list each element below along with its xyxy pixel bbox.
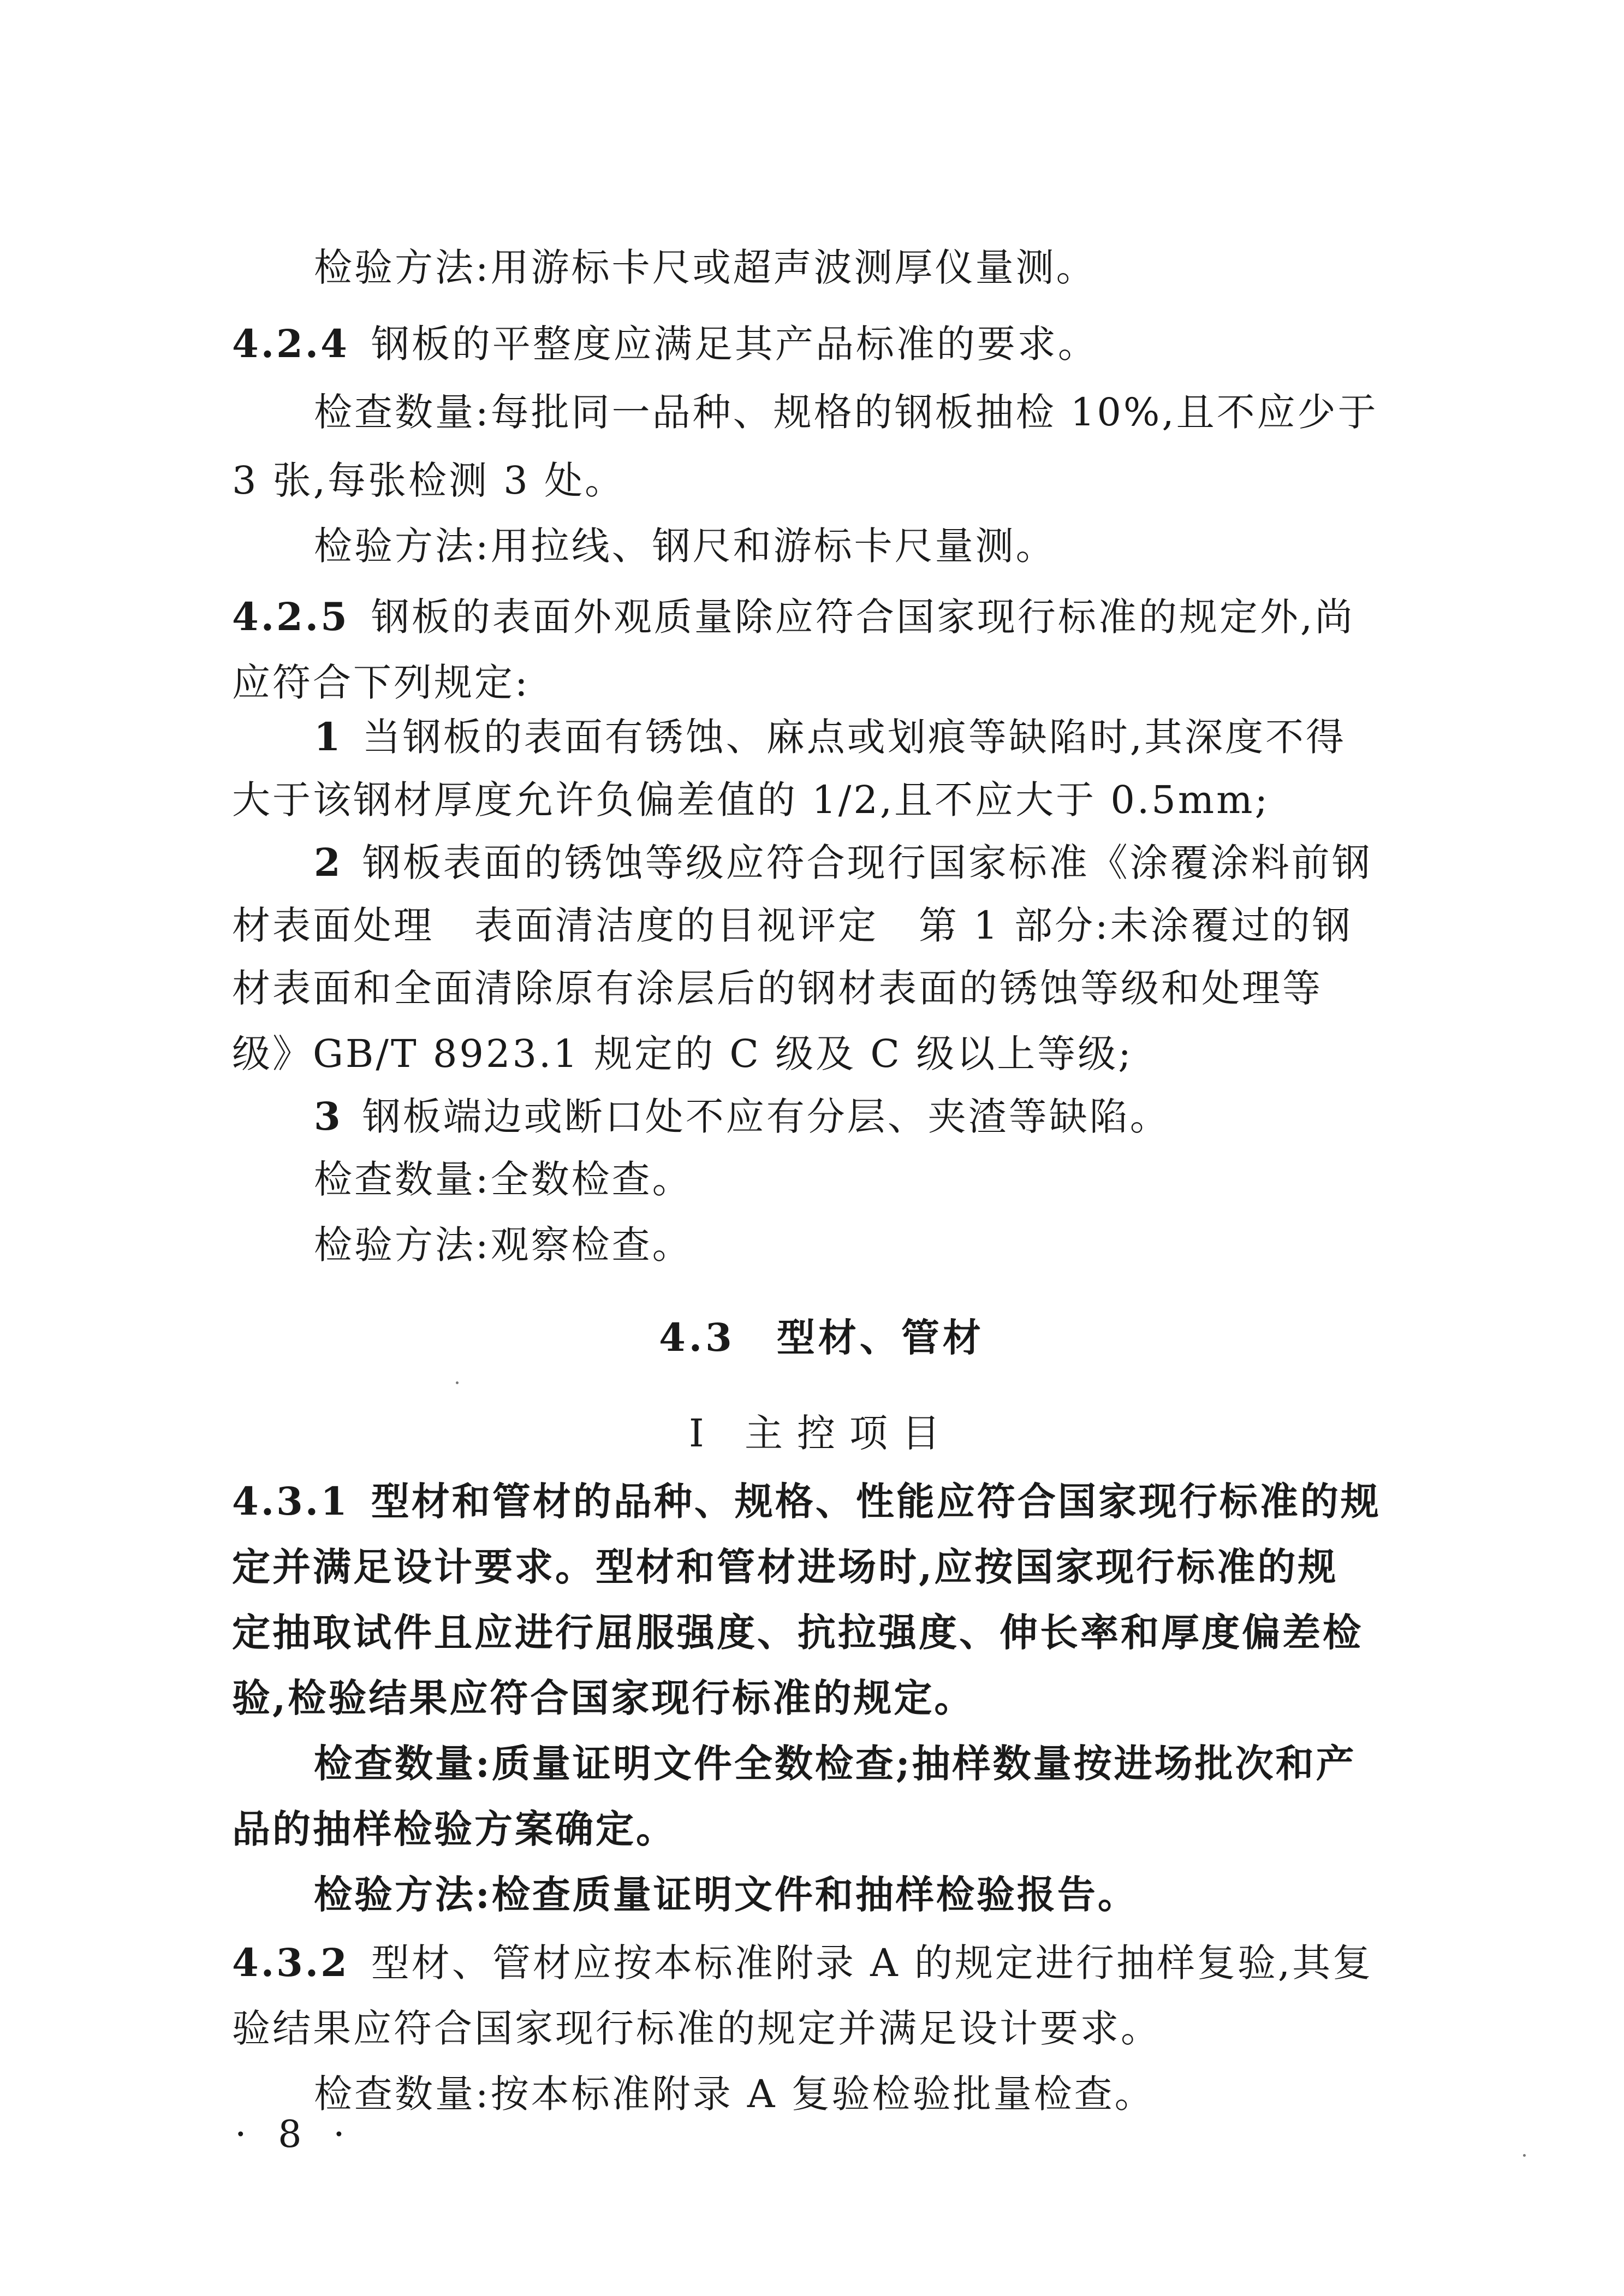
text-line: 大于该钢材厚度允许负偏差值的 1/2,且不应大于 0.5mm; [232, 778, 1270, 822]
clause-number: 4.2.4 [232, 321, 349, 366]
item-number: 1 [314, 714, 343, 760]
text-line: 验结果应符合国家现行标准的规定并满足设计要求。 [232, 2006, 1161, 2051]
text-line: 3 张,每张检测 3 处。 [232, 458, 626, 503]
item-1: 1 当钢板的表面有锈蚀、麻点或划痕等缺陷时,其深度不得 [314, 710, 1411, 764]
text-line: 检验方法:检查质量证明文件和抽样检验报告。 [314, 1872, 1138, 1917]
scan-speck [1523, 2154, 1526, 2157]
text-line: 检查数量:按本标准附录 A 复验检验批量检查。 [314, 2072, 1155, 2116]
section-title: 4.3 型材、管材 [659, 1315, 984, 1360]
text-line: 定并满足设计要求。型材和管材进场时,应按国家现行标准的规 [232, 1544, 1339, 1589]
text-line: 检验方法:观察检查。 [314, 1223, 693, 1267]
text-line: 应符合下列规定: [232, 660, 530, 705]
clause-number: 4.2.5 [232, 594, 349, 639]
scan-speck [456, 1381, 459, 1384]
text-line: 材表面处理 表面清洁度的目视评定 第 1 部分:未涂覆过的钢 [232, 903, 1353, 948]
page-number: · 8 · [235, 2113, 355, 2156]
item-number: 2 [314, 840, 343, 885]
clause-4-3-2: 4.3.2 型材、管材应按本标准附录 A 的规定进行抽样复验,其复 [232, 1936, 1411, 1990]
text-line: 级》GB/T 8923.1 规定的 C 级及 C 级以上等级; [232, 1031, 1133, 1076]
item-3: 3 钢板端边或断口处不应有分层、夹渣等缺陷。 [314, 1089, 1411, 1144]
sub-heading: Ⅰ 主控项目 [689, 1411, 954, 1456]
text-line: 检验方法:用拉线、钢尺和游标卡尺量测。 [314, 524, 1056, 568]
text-line: 定抽取试件且应进行屈服强度、抗拉强度、伸长率和厚度偏差检 [232, 1610, 1363, 1655]
text-line: 检查数量:质量证明文件全数检查;抽样数量按进场批次和产 [314, 1741, 1357, 1786]
text-line: 检查数量:每批同一品种、规格的钢板抽检 10%,且不应少于 [314, 390, 1378, 435]
clause-number: 4.3.2 [232, 1940, 349, 1985]
text-line: 材表面和全面清除原有涂层后的钢材表面的锈蚀等级和处理等 [232, 966, 1323, 1011]
text-line: 品的抽样检验方案确定。 [232, 1806, 676, 1852]
text-line: 验,检验结果应符合国家现行标准的规定。 [232, 1675, 975, 1720]
item-2: 2 钢板表面的锈蚀等级应符合现行国家标准《涂覆涂料前钢 [314, 835, 1411, 890]
clause-number: 4.3.1 [232, 1479, 349, 1524]
clause-4-2-4: 4.2.4 钢板的平整度应满足其产品标准的要求。 [232, 317, 1411, 371]
item-number: 3 [314, 1094, 343, 1139]
text-line: 检查数量:全数检查。 [314, 1157, 693, 1202]
text-line: 检验方法:用游标卡尺或超声波测厚仪量测。 [314, 245, 1097, 290]
clause-4-2-5: 4.2.5 钢板的表面外观质量除应符合国家现行标准的规定外,尚 [232, 590, 1411, 644]
clause-4-3-1: 4.3.1 型材和管材的品种、规格、性能应符合国家现行标准的规 [232, 1474, 1411, 1529]
